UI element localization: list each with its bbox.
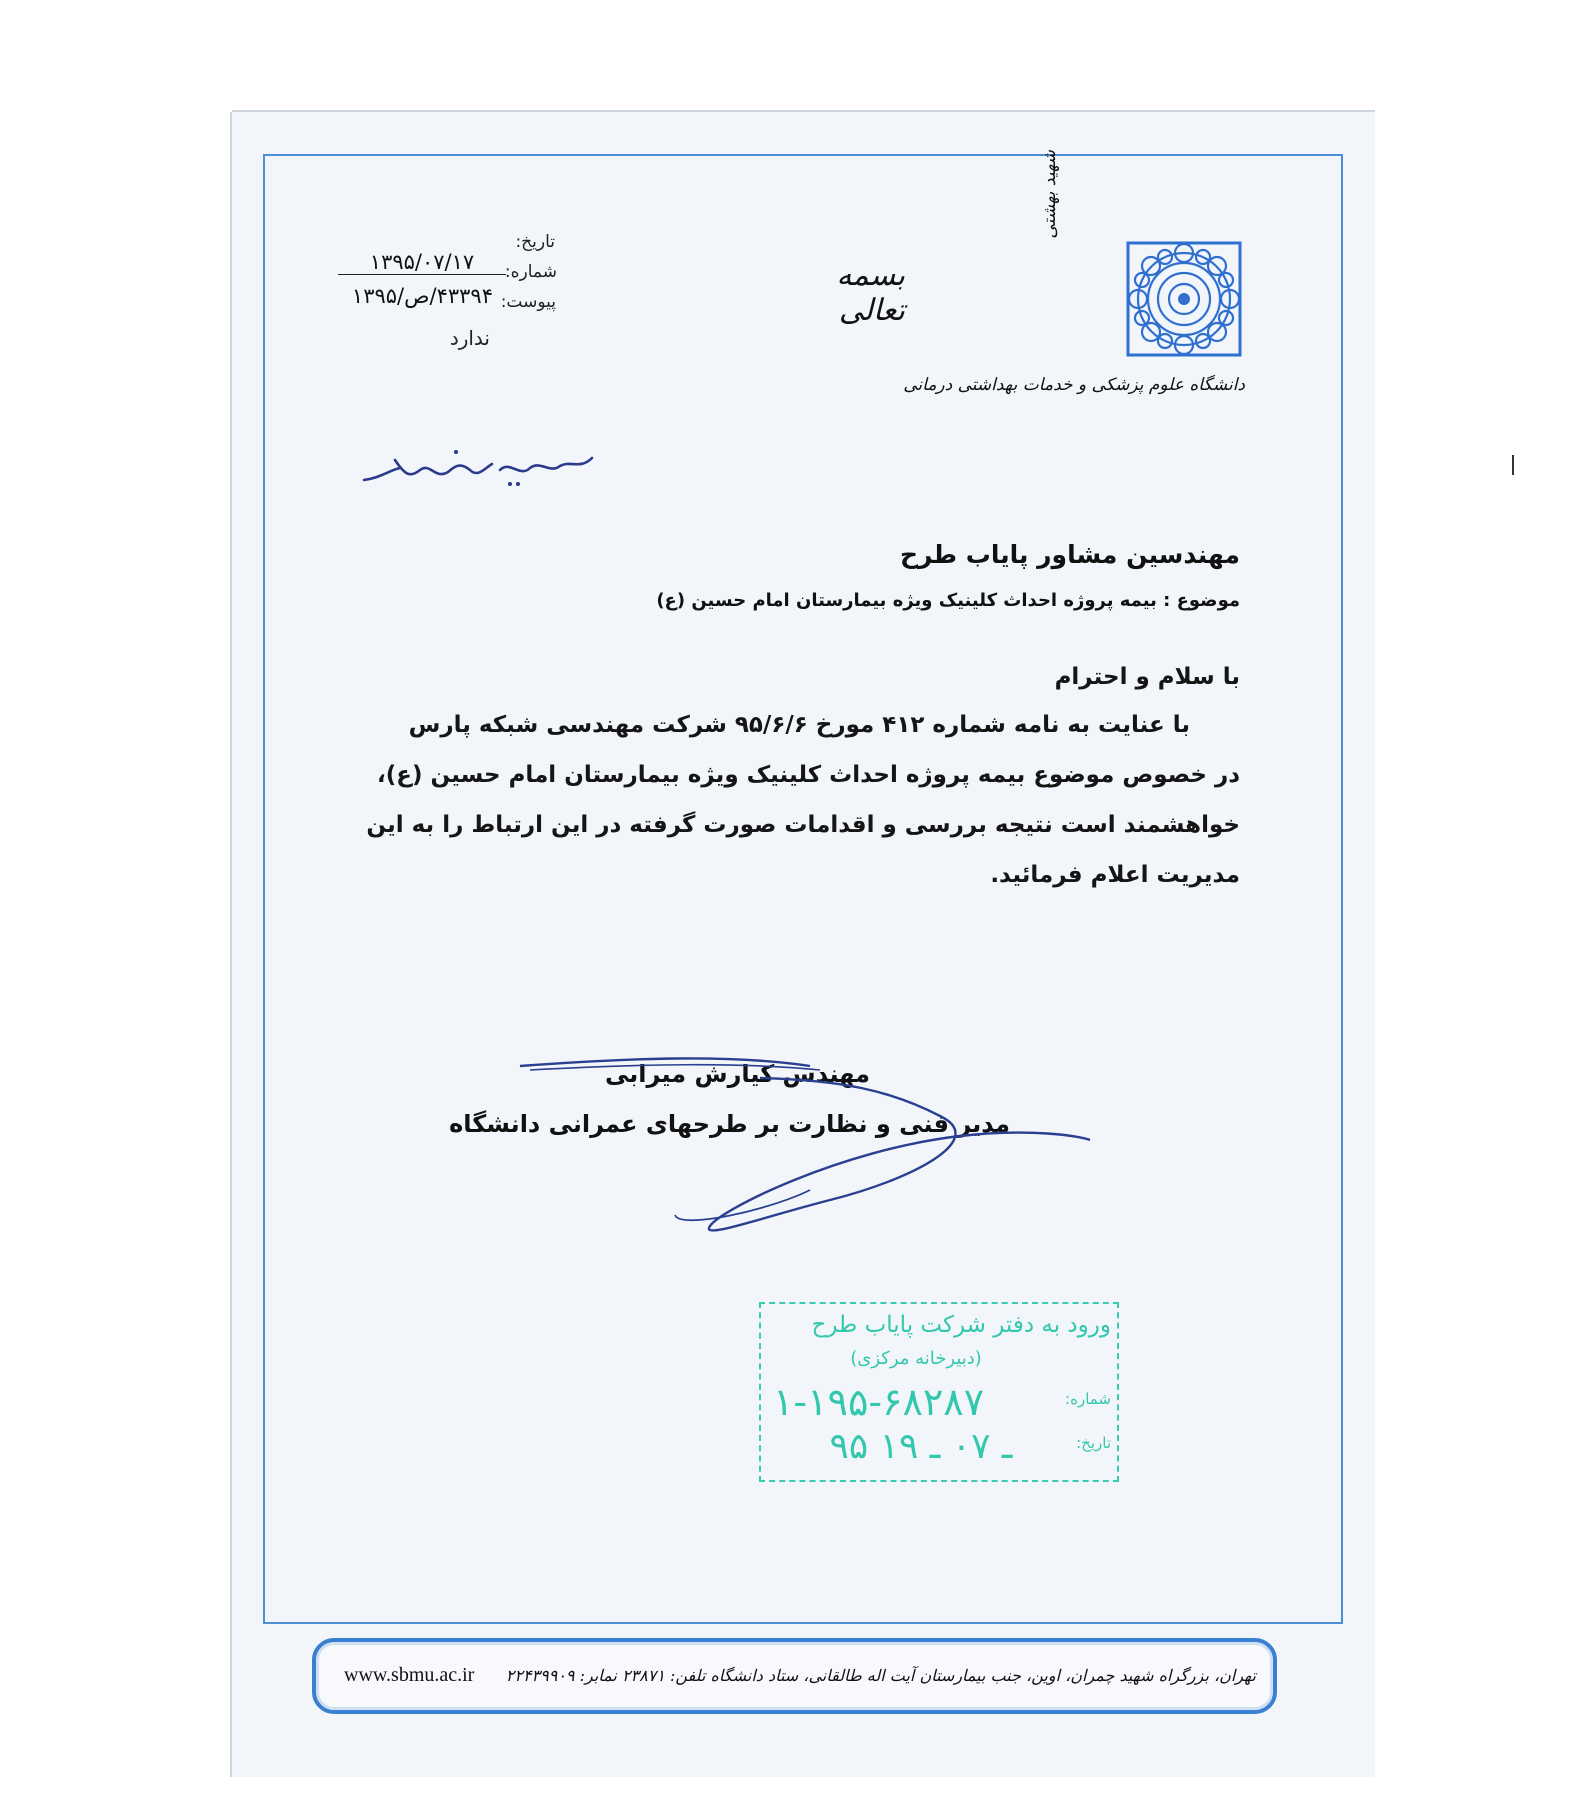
stamp-line2: (دبیرخانه مرکزی) <box>850 1348 982 1369</box>
university-name: دانشگاه علوم پزشکی و خدمات بهداشتی درمانی <box>903 375 1245 395</box>
university-name-vertical <box>1040 150 1120 390</box>
addressee: مهندسین مشاور پایاب طرح <box>899 540 1240 569</box>
stamp-number-label: شماره: <box>1065 1390 1111 1408</box>
subject: موضوع : بیمه پروژه احداث کلینیک ویژه بیمارستان امام حسین (ع) <box>656 590 1240 611</box>
signer-title: مدیر فنی و نظارت بر طرحهای عمرانی دانشگاه <box>449 1110 1010 1138</box>
body-line: با عنایت به نامه شماره ۴۱۲ مورخ ۹۵/۶/۶ شرکت مهندسی شبکه پارس <box>408 712 1190 738</box>
body-line: در خصوص موضوع بیمه پروژه احداث کلینیک ویژه بیمارستان امام حسین (ع)، <box>377 762 1240 788</box>
attachment-label: پیوست: <box>500 292 556 312</box>
body-line: مدیریت اعلام فرمائید. <box>990 862 1240 888</box>
date-value: ۱۳۹۵/۰۷/۱۷ <box>338 250 506 275</box>
footer-box <box>312 1638 1277 1714</box>
university-logo-icon <box>1125 240 1243 358</box>
stamp-date-value: ۹۵ ـ ۰۷ ـ ۱۹ <box>829 1426 1013 1467</box>
stamp-number-value: ۱-۱۹۵-۶۸۲۸۷ <box>773 1380 985 1424</box>
handwritten-signature <box>510 1040 1100 1250</box>
footer-website: www.sbmu.ac.ir <box>344 1664 475 1686</box>
handwritten-note <box>360 440 600 495</box>
attachment-value: ندارد <box>449 326 490 350</box>
number-label: شماره: <box>504 262 557 282</box>
stamp-line1: ورود به دفتر شرکت پایاب طرح <box>811 1312 1111 1338</box>
body-line: خواهشمند است نتیجه بررسی و اقدامات صورت گرفته در این ارتباط را به این <box>366 812 1240 838</box>
university-name-2: شهید بهشتی <box>1040 150 1060 239</box>
date-label: تاریخ: <box>515 232 555 252</box>
number-value: ۴۳۳۹۴/ص/۱۳۹۵ <box>351 284 493 308</box>
greeting: با سلام و احترام <box>1054 664 1240 690</box>
footer-address: تهران، بزرگراه شهید چمران، اوین، جنب بیمارستان آیت اله طالقانی، ستاد دانشگاه تلفن: ۲۳۸۷۱ نمابر: ۲۲۴۳۹۹۰۹ <box>505 1666 1256 1685</box>
entry-stamp <box>759 1302 1119 1482</box>
invocation: بسمه تعالی <box>836 258 905 328</box>
signer-name: مهندس کیارش میرابی <box>605 1060 870 1088</box>
stamp-date-label: تاریخ: <box>1076 1434 1111 1452</box>
scan-mark <box>1512 455 1514 475</box>
